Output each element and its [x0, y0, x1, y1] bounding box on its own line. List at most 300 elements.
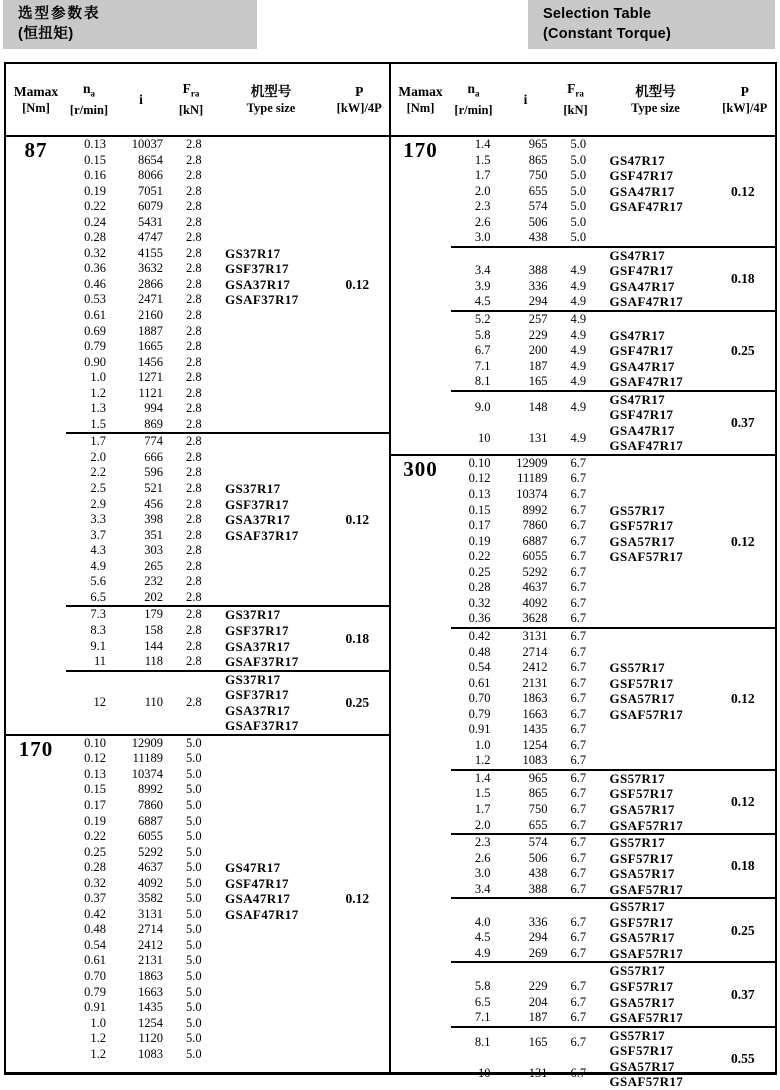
i-cell: 388 [528, 881, 548, 896]
i-cell: 144 [144, 638, 163, 653]
type-size-cell: GSF57R17 [609, 978, 674, 994]
ratio-block [66, 432, 389, 605]
fra-cell: 2.8 [186, 199, 202, 214]
ratio-block [451, 769, 776, 833]
power-cell: 0.37 [730, 415, 755, 431]
na-cell: 2.9 [90, 496, 106, 511]
type-size-cell: GS57R17 [609, 835, 666, 851]
na-cell: 7.1 [474, 1010, 491, 1025]
title-cn-line1: 选型参数表 [18, 6, 101, 22]
table-body [6, 137, 389, 1072]
type-size-cell: GSA57R17 [609, 533, 675, 549]
na-cell: 0.48 [468, 644, 491, 659]
header-cell [597, 83, 715, 117]
header-cell [66, 80, 112, 120]
header-cell [170, 80, 212, 120]
i-cell: 7860 [138, 797, 163, 812]
na-cell: 1.0 [90, 1015, 106, 1030]
na-cell: 0.91 [84, 1000, 106, 1015]
na-cell: 0.69 [84, 323, 106, 338]
i-cell: 1863 [138, 968, 163, 983]
i-cell: 3632 [138, 261, 163, 276]
fra-cell: 5.0 [186, 1046, 202, 1061]
type-size-cell: GSAF57R17 [609, 549, 684, 565]
i-cell: 4092 [138, 875, 163, 890]
type-size-cell: GSF57R17 [609, 518, 674, 534]
na-cell: 4.3 [90, 543, 106, 558]
type-size-cell: GSA47R17 [225, 891, 291, 907]
i-cell: 158 [144, 622, 163, 637]
fra-cell: 2.8 [186, 261, 202, 276]
ratio-block [451, 897, 776, 961]
type-size-cell: GS37R17 [225, 671, 281, 687]
na-cell: 0.61 [84, 308, 106, 323]
na-cell: 0.42 [84, 906, 106, 921]
header-label: P [355, 83, 364, 99]
type-size-cell: GSF37R17 [225, 622, 289, 638]
type-size-cell: GSF47R17 [609, 407, 674, 423]
i-cell: 4637 [522, 580, 548, 595]
na-cell: 1.7 [474, 801, 491, 816]
type-size-cell: GSF57R17 [609, 850, 674, 866]
fra-cell: 2.8 [186, 137, 202, 151]
header-cell [451, 80, 497, 120]
na-cell: 0.90 [84, 354, 106, 369]
header-cell [212, 83, 330, 117]
na-cell: 0.37 [84, 891, 106, 906]
i-cell: 200 [528, 343, 548, 358]
fra-cell: 6.7 [570, 518, 587, 533]
type-size-cell: GSA37R17 [225, 512, 291, 528]
na-cell: 1.3 [90, 401, 106, 416]
ratio-block [451, 246, 776, 310]
header-unit: [kW]/4P [722, 100, 768, 115]
na-cell: 12 [93, 694, 106, 709]
na-cell: 2.3 [474, 199, 491, 214]
na-cell: 5.8 [474, 978, 491, 993]
type-size-cell: GSAF47R17 [609, 199, 684, 215]
ratio-block [451, 137, 776, 246]
type-size-cell: GSAF37R17 [225, 292, 299, 308]
header-label: $n_a$ [82, 80, 95, 99]
fra-cell: 2.8 [186, 292, 202, 307]
fra-cell: 2.8 [186, 152, 202, 167]
mamax-value: 170 [403, 138, 438, 162]
header-label: i [139, 92, 143, 107]
i-cell: 204 [528, 994, 548, 1009]
header-unit: [Nm] [406, 100, 435, 115]
type-size-cell: GSAF47R17 [609, 438, 684, 454]
blocks-column [66, 137, 389, 734]
fra-cell: 6.7 [570, 455, 587, 470]
na-cell: 1.2 [474, 753, 491, 768]
type-size-cell: GSA37R17 [225, 702, 291, 718]
na-cell: 0.91 [468, 722, 491, 737]
table-body [391, 137, 776, 1090]
i-cell: 4637 [138, 860, 163, 875]
i-cell: 179 [144, 607, 163, 622]
blocks-column [66, 736, 389, 1062]
i-cell: 655 [528, 183, 548, 198]
fra-cell: 6.7 [570, 471, 587, 486]
i-cell: 1083 [522, 753, 548, 768]
i-cell: 1435 [522, 722, 548, 737]
i-cell: 2131 [138, 953, 163, 968]
header-label: 机型号 [635, 83, 676, 99]
fra-cell: 2.8 [186, 589, 202, 604]
na-cell: 2.6 [474, 850, 491, 865]
na-cell: 3.9 [474, 278, 491, 293]
i-cell: 2714 [522, 644, 548, 659]
power-cell: 0.18 [345, 630, 370, 646]
type-size-cell: GSA37R17 [225, 638, 291, 654]
i-cell: 2412 [138, 937, 163, 952]
ratio-block [451, 310, 776, 390]
power-cell: 0.18 [730, 858, 755, 874]
fra-cell: 2.8 [186, 465, 202, 480]
header-subscript: ra [575, 88, 584, 99]
na-cell: 0.36 [468, 611, 491, 626]
type-size-cell: GSAF47R17 [225, 906, 299, 922]
fra-cell: 5.0 [186, 813, 202, 828]
na-cell: 0.28 [84, 860, 106, 875]
header-unit: [kW]/4P [336, 100, 382, 115]
type-size-cell: GSF57R17 [609, 786, 674, 802]
i-cell: 965 [528, 137, 548, 151]
torque-section [391, 137, 776, 454]
i-cell: 7051 [138, 183, 163, 198]
na-cell: 2.5 [90, 481, 106, 496]
mamax-column [391, 137, 451, 454]
i-cell: 865 [528, 786, 548, 801]
fra-cell: 5.0 [186, 1000, 202, 1015]
na-cell: 0.79 [84, 984, 106, 999]
na-cell: 0.46 [84, 276, 106, 291]
i-cell: 8992 [138, 782, 163, 797]
type-size-cell: GSAF37R17 [225, 718, 299, 734]
i-cell: 303 [144, 543, 163, 558]
i-cell: 11189 [517, 471, 548, 486]
type-size-cell: GS47R17 [609, 327, 666, 343]
na-cell: 2.3 [474, 835, 491, 850]
fra-cell: 6.7 [570, 978, 587, 993]
header-label: $F_{ra}$ [567, 80, 584, 99]
na-cell: 1.2 [90, 1031, 106, 1046]
fra-cell: 5.0 [570, 214, 587, 229]
na-cell: 0.36 [84, 261, 106, 276]
power-cell: 0.12 [345, 512, 370, 528]
header-cell [555, 80, 597, 120]
i-cell: 6887 [522, 533, 548, 548]
power-cell: 0.25 [345, 694, 370, 710]
na-cell: 0.12 [468, 471, 491, 486]
type-size-cell: GSAF47R17 [609, 294, 684, 310]
i-cell: 148 [528, 399, 548, 414]
fra-cell: 6.7 [570, 881, 587, 896]
fra-cell: 5.0 [186, 891, 202, 906]
fra-cell: 4.9 [570, 312, 587, 327]
i-cell: 438 [528, 866, 548, 881]
na-cell: 0.25 [84, 844, 106, 859]
i-cell: 596 [144, 465, 163, 480]
na-cell: 4.0 [474, 914, 491, 929]
na-cell: 0.48 [84, 922, 106, 937]
i-cell: 2160 [138, 308, 163, 323]
na-cell: 10 [478, 1066, 491, 1081]
na-cell: 0.19 [84, 813, 106, 828]
title-en-line1: Selection Table [543, 6, 652, 22]
type-size-cell: GSA57R17 [609, 930, 675, 946]
fra-cell: 6.7 [570, 595, 587, 610]
na-cell: 0.70 [468, 691, 491, 706]
fra-cell: 6.7 [570, 611, 587, 626]
ratio-block [451, 456, 776, 627]
i-cell: 4747 [138, 230, 163, 245]
i-cell: 1271 [138, 370, 163, 385]
selection-table [4, 62, 777, 1090]
fra-cell: 2.8 [186, 622, 202, 637]
fra-cell: 2.8 [186, 214, 202, 229]
na-cell: 5.2 [474, 312, 491, 327]
fra-cell: 2.8 [186, 543, 202, 558]
header-unit: [Nm] [22, 100, 50, 115]
na-cell: 8.3 [90, 622, 106, 637]
fra-cell: 5.0 [186, 937, 202, 952]
i-cell: 2866 [138, 276, 163, 291]
type-size-cell: GSAF57R17 [609, 817, 684, 833]
i-cell: 6887 [138, 813, 163, 828]
fra-cell: 2.8 [186, 416, 202, 431]
type-size-cell: GS57R17 [609, 1027, 666, 1043]
na-cell: 8.1 [474, 1035, 491, 1050]
fra-cell: 2.8 [186, 607, 202, 622]
fra-cell: 5.0 [186, 844, 202, 859]
fra-cell: 2.8 [186, 481, 202, 496]
title-chinese [3, 0, 257, 49]
i-cell: 398 [144, 512, 163, 527]
na-cell: 0.32 [84, 245, 106, 260]
na-cell: 3.4 [474, 263, 491, 278]
fra-cell: 2.8 [186, 245, 202, 260]
type-size-cell: GSF57R17 [609, 1043, 674, 1059]
table-header-row [391, 64, 776, 137]
na-cell: 0.15 [468, 502, 491, 517]
i-cell: 336 [528, 914, 548, 929]
type-size-cell: GSF47R17 [609, 168, 674, 184]
i-cell: 1254 [522, 737, 548, 752]
type-size-cell: GSAF47R17 [609, 374, 684, 390]
i-cell: 1120 [138, 1031, 163, 1046]
fra-cell: 5.0 [186, 797, 202, 812]
i-cell: 110 [144, 694, 163, 709]
power-cell: 0.12 [345, 891, 370, 907]
type-size-cell: GS57R17 [609, 660, 666, 676]
type-size-cell: GS37R17 [225, 481, 281, 497]
fra-cell: 4.9 [570, 278, 587, 293]
type-size-cell: GS47R17 [225, 860, 281, 876]
i-cell: 8992 [522, 502, 548, 517]
header-unit: [r/min] [69, 103, 109, 118]
i-cell: 2131 [522, 675, 548, 690]
i-cell: 1665 [138, 339, 163, 354]
fra-cell: 5.0 [186, 906, 202, 921]
i-cell: 294 [528, 930, 548, 945]
power-cell: 0.12 [730, 794, 755, 810]
torque-section [6, 734, 389, 1062]
na-cell: 1.0 [474, 737, 491, 752]
i-cell: 257 [528, 312, 548, 327]
type-size-cell: GSF47R17 [225, 875, 289, 891]
fra-cell: 4.9 [570, 294, 587, 309]
type-size-cell: GS37R17 [225, 245, 281, 261]
na-cell: 11 [93, 654, 106, 669]
power-cell: 0.12 [730, 691, 755, 707]
na-cell: 0.19 [468, 533, 491, 548]
type-size-cell: GSA47R17 [609, 278, 675, 294]
fra-cell: 5.0 [186, 875, 202, 890]
ratio-block [451, 627, 776, 769]
na-cell: 4.5 [474, 294, 491, 309]
na-cell: 1.7 [90, 434, 106, 449]
fra-cell: 6.7 [570, 945, 587, 960]
type-size-cell: GSAF57R17 [609, 1074, 684, 1090]
type-size-cell: GS57R17 [609, 963, 666, 979]
i-cell: 202 [144, 589, 163, 604]
fra-cell: 2.8 [186, 401, 202, 416]
na-cell: 0.54 [84, 937, 106, 952]
power-cell: 0.37 [730, 986, 755, 1002]
i-cell: 6055 [522, 549, 548, 564]
i-cell: 1435 [138, 1000, 163, 1015]
na-cell: 2.0 [90, 449, 106, 464]
i-cell: 2412 [522, 660, 548, 675]
na-cell: 7.3 [90, 607, 106, 622]
type-size-cell: GSF47R17 [609, 263, 674, 279]
fra-cell: 6.7 [570, 644, 587, 659]
na-cell: 0.54 [468, 660, 491, 675]
fra-cell: 5.0 [186, 984, 202, 999]
type-size-cell: GSA57R17 [609, 1058, 675, 1074]
i-cell: 865 [528, 152, 548, 167]
na-cell: 0.61 [84, 953, 106, 968]
type-size-cell: GSF37R17 [225, 687, 289, 703]
ratio-block [66, 605, 389, 669]
i-cell: 506 [528, 850, 548, 865]
type-size-cell: GSF47R17 [609, 343, 674, 359]
na-cell: 0.22 [84, 199, 106, 214]
na-cell: 0.10 [84, 735, 106, 750]
i-cell: 10374 [131, 766, 163, 781]
fra-cell: 6.7 [570, 1035, 587, 1050]
i-cell: 750 [528, 168, 548, 183]
type-size-cell: GS37R17 [225, 607, 281, 623]
power-cell: 0.25 [730, 343, 755, 359]
header-label: i [523, 92, 528, 107]
fra-cell: 2.8 [186, 230, 202, 245]
i-cell: 187 [528, 358, 548, 373]
fra-cell: 6.7 [570, 866, 587, 881]
type-size-cell: GSF37R17 [225, 261, 289, 277]
type-size-cell: GSAF57R17 [609, 881, 684, 897]
header-cell [6, 83, 66, 117]
title-cn-line2: (恒扭矩) [18, 26, 74, 42]
i-cell: 456 [144, 496, 163, 511]
i-cell: 12909 [131, 735, 163, 750]
na-cell: 2.0 [474, 183, 491, 198]
i-cell: 118 [144, 654, 163, 669]
fra-cell: 2.8 [186, 339, 202, 354]
na-cell: 6.5 [474, 994, 491, 1009]
selection-table-right [391, 64, 776, 1090]
type-size-cell: GSAF57R17 [609, 945, 684, 961]
fra-cell: 2.8 [186, 449, 202, 464]
i-cell: 229 [528, 978, 548, 993]
i-cell: 10374 [516, 487, 548, 502]
power-cell: 0.25 [730, 922, 755, 938]
header-label: Mamax [398, 83, 443, 99]
type-size-cell: GSF57R17 [609, 675, 674, 691]
fra-cell: 6.7 [570, 580, 587, 595]
i-cell: 12909 [516, 455, 548, 470]
fra-cell: 6.7 [570, 722, 587, 737]
na-cell: 0.13 [84, 766, 106, 781]
type-size-cell: GS47R17 [609, 247, 666, 263]
na-cell: 0.42 [468, 628, 491, 643]
fra-cell: 6.7 [570, 564, 587, 579]
na-cell: 0.24 [84, 214, 106, 229]
type-size-cell: GSA57R17 [609, 801, 675, 817]
fra-cell: 6.7 [570, 1066, 587, 1081]
type-size-cell: GS47R17 [609, 391, 666, 407]
fra-cell: 5.0 [570, 168, 587, 183]
torque-section [391, 454, 776, 1090]
na-cell: 6.7 [474, 343, 491, 358]
na-cell: 3.0 [474, 230, 491, 245]
title-en-line2: (Constant Torque) [543, 26, 671, 42]
header-unit: [r/min] [454, 103, 493, 118]
na-cell: 5.6 [90, 574, 106, 589]
na-cell: 0.17 [468, 518, 491, 533]
type-size-cell: GSA37R17 [225, 276, 291, 292]
i-cell: 574 [528, 835, 548, 850]
i-cell: 869 [144, 416, 163, 431]
i-cell: 3131 [138, 906, 163, 921]
i-cell: 3628 [522, 611, 548, 626]
fra-cell: 2.8 [186, 496, 202, 511]
i-cell: 965 [528, 770, 548, 785]
type-size-cell: GSAF57R17 [609, 706, 684, 722]
fra-cell: 6.7 [570, 502, 587, 517]
i-cell: 351 [144, 527, 163, 542]
type-size-cell: GS57R17 [609, 899, 666, 915]
i-cell: 11189 [132, 751, 163, 766]
na-cell: 0.61 [468, 675, 491, 690]
fra-cell: 2.8 [186, 385, 202, 400]
ratio-block [66, 137, 389, 432]
type-size-cell: GS47R17 [609, 152, 666, 168]
na-cell: 9.1 [90, 638, 106, 653]
header-cell [330, 83, 389, 117]
ratio-block [66, 736, 389, 1062]
fra-cell: 2.8 [186, 323, 202, 338]
i-cell: 2714 [138, 922, 163, 937]
na-cell: 3.3 [90, 512, 106, 527]
i-cell: 774 [144, 434, 163, 449]
fra-cell: 6.7 [570, 817, 587, 832]
fra-cell: 6.7 [570, 786, 587, 801]
fra-cell: 5.0 [186, 829, 202, 844]
i-cell: 131 [528, 430, 548, 445]
